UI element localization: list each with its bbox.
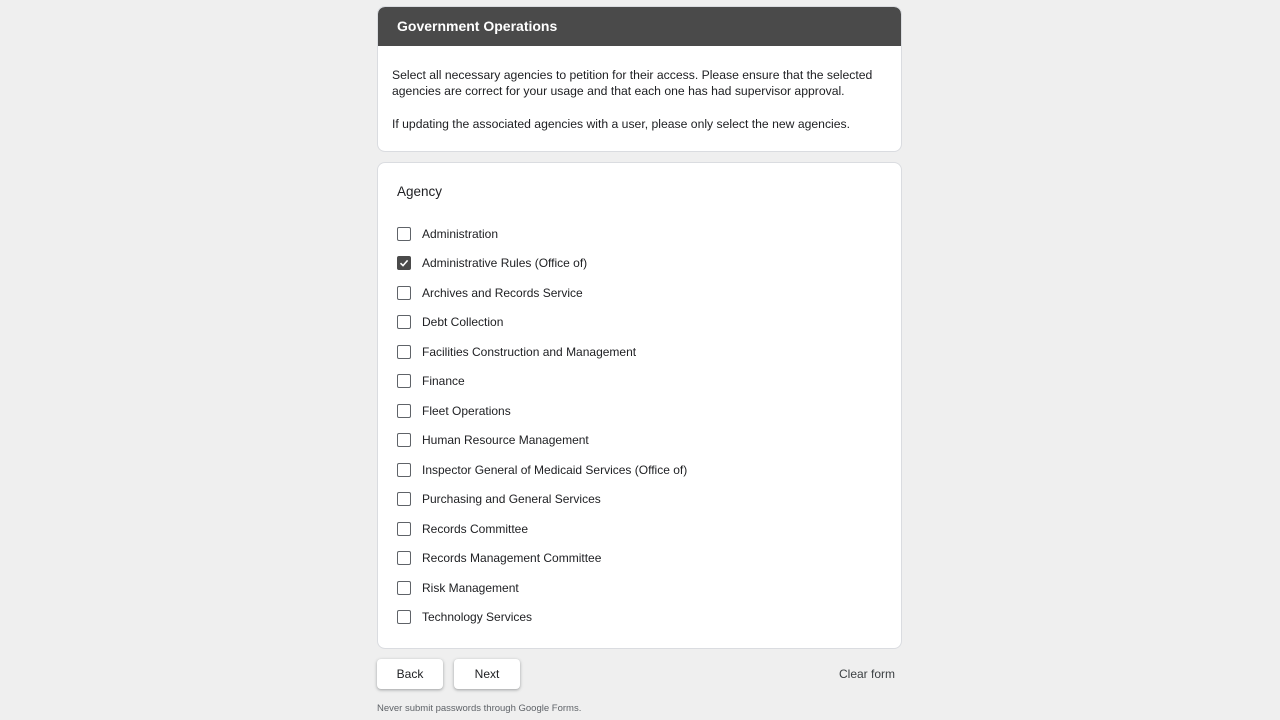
- checkbox[interactable]: [397, 433, 411, 447]
- clear-form-button[interactable]: Clear form: [838, 667, 895, 681]
- checkbox[interactable]: [397, 345, 411, 359]
- option-label: Debt Collection: [422, 315, 504, 330]
- section-description: [378, 46, 901, 132]
- option-label: Risk Management: [422, 580, 519, 595]
- option-records-committee[interactable]: [397, 514, 882, 544]
- question-card: [377, 162, 902, 649]
- option-debt-collection[interactable]: [397, 308, 882, 338]
- checkbox[interactable]: [397, 551, 411, 565]
- option-label: Administrative Rules (Office of): [422, 256, 588, 271]
- option-label: Records Management Committee: [422, 551, 602, 566]
- checkbox[interactable]: [397, 286, 411, 300]
- section-title: Government Operations: [378, 7, 901, 46]
- option-administrative-rules[interactable]: [397, 249, 882, 279]
- option-label: Purchasing and General Services: [422, 492, 601, 507]
- section-description-paragraph: If updating the associated agencies with a user, please only select the new agencies.: [392, 117, 851, 131]
- option-technology-services[interactable]: [397, 603, 882, 633]
- option-label: Inspector General of Medicaid Services (Office of): [422, 462, 688, 477]
- option-facilities-construction[interactable]: [397, 337, 882, 367]
- form-navigation: [377, 659, 902, 689]
- option-risk-management[interactable]: [397, 573, 882, 603]
- checkbox[interactable]: [397, 522, 411, 536]
- section-card: [377, 6, 902, 152]
- option-archives-and-records-service[interactable]: [397, 278, 882, 308]
- option-label: Facilities Construction and Management: [422, 344, 637, 359]
- checkbox[interactable]: [397, 404, 411, 418]
- checkbox[interactable]: [397, 256, 411, 270]
- option-records-management-committee[interactable]: [397, 544, 882, 574]
- option-fleet-operations[interactable]: [397, 396, 882, 426]
- option-human-resource-management[interactable]: [397, 426, 882, 456]
- footer-note: Never submit passwords through Google Forms.: [377, 703, 582, 714]
- checkbox[interactable]: [397, 492, 411, 506]
- section-description-paragraph: Select all necessary agencies to petition for their access. Please ensure that the selected agencies are correct for your usage and that each one has had supervisor approval.: [392, 68, 873, 98]
- checkbox[interactable]: [397, 581, 411, 595]
- checkbox[interactable]: [397, 315, 411, 329]
- checkbox-list: [397, 219, 882, 632]
- option-label: Technology Services: [422, 610, 533, 625]
- option-label: Records Committee: [422, 521, 529, 536]
- option-label: Human Resource Management: [422, 433, 589, 448]
- checkbox[interactable]: [397, 227, 411, 241]
- option-inspector-general[interactable]: [397, 455, 882, 485]
- checkbox[interactable]: [397, 610, 411, 624]
- form-container: [377, 6, 902, 689]
- checkbox[interactable]: [397, 463, 411, 477]
- option-label: Administration: [422, 226, 499, 241]
- back-button[interactable]: Back: [377, 659, 443, 689]
- question-title: Agency: [397, 184, 443, 199]
- option-label: Fleet Operations: [422, 403, 511, 418]
- checkbox[interactable]: [397, 374, 411, 388]
- option-administration[interactable]: [397, 219, 882, 249]
- option-label: Archives and Records Service: [422, 285, 583, 300]
- option-purchasing[interactable]: [397, 485, 882, 515]
- next-button[interactable]: Next: [454, 659, 520, 689]
- checkmark-icon: [399, 258, 409, 268]
- option-label: Finance: [422, 374, 465, 389]
- option-finance[interactable]: [397, 367, 882, 397]
